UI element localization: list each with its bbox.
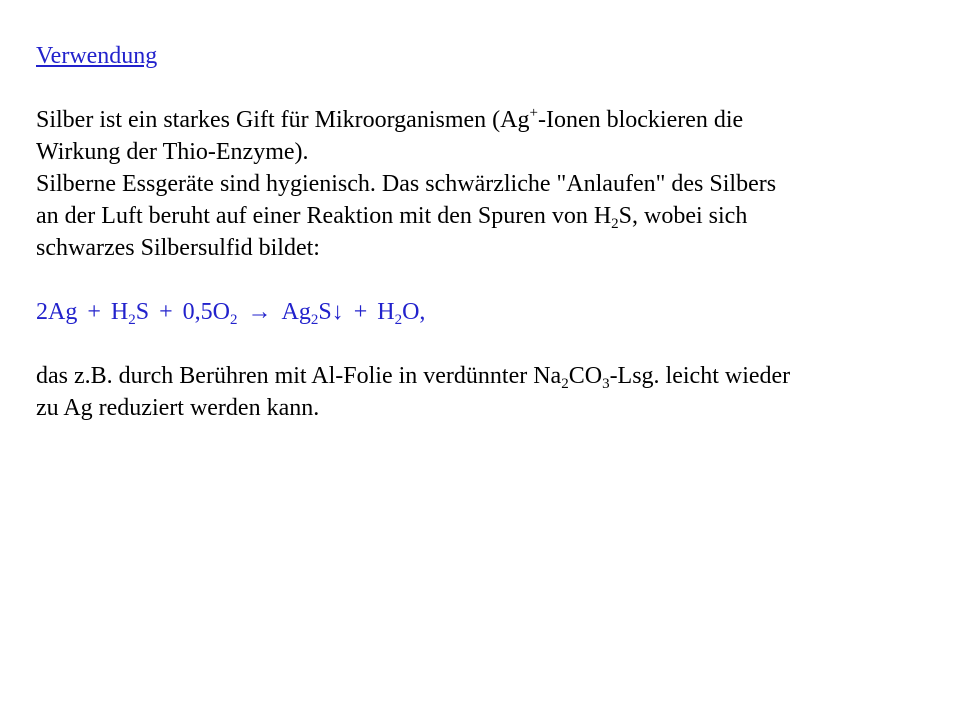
- text-fragment: CO: [568, 363, 603, 389]
- subscript: 2: [229, 312, 238, 328]
- subscript: 3: [602, 376, 610, 392]
- subscript: 2: [561, 376, 569, 392]
- text-fragment: -Lsg. leicht wieder: [609, 363, 791, 389]
- text-fragment: 0,5O: [182, 299, 230, 325]
- plus-sign: +: [87, 299, 101, 325]
- equation-term: [281, 299, 344, 328]
- plus-sign: +: [353, 299, 368, 325]
- superscript: +: [529, 105, 538, 121]
- equation-term: [110, 299, 150, 328]
- paragraph-line: [36, 200, 916, 232]
- equation-term: [377, 299, 426, 328]
- paragraph-silver-toxicity: [36, 104, 916, 168]
- text-fragment: -Ionen blockieren die: [537, 107, 744, 133]
- equation-term: 2Ag: [36, 299, 78, 325]
- subscript: 2: [310, 312, 319, 328]
- text-fragment: S↓: [318, 299, 344, 325]
- subscript: 2: [128, 312, 136, 328]
- paragraph-line: Wirkung der Thio-Enzyme).: [36, 139, 309, 165]
- equation-term: [182, 299, 238, 328]
- text-fragment: S: [135, 299, 150, 325]
- text-fragment: H: [110, 299, 129, 325]
- text-fragment: Silber ist ein starkes Gift für Mikroorganismen (Ag: [36, 107, 530, 133]
- reaction-equation: [36, 296, 916, 328]
- plus-sign: +: [159, 299, 173, 325]
- subscript: 2: [611, 216, 619, 232]
- paragraph-tarnishing: [36, 168, 916, 264]
- paragraph-line: schwarzes Silbersulfid bildet:: [36, 235, 320, 261]
- paragraph-line: Silberne Essgeräte sind hygienisch. Das schwärzliche "Anlaufen" des Silbers: [36, 171, 777, 197]
- paragraph-reduction: [36, 360, 916, 424]
- text-fragment: Ag: [281, 299, 311, 325]
- reaction-arrow-icon: →: [247, 299, 272, 325]
- paragraph-line: zu Ag reduziert werden kann.: [36, 395, 320, 421]
- text-fragment: das z.B. durch Berühren mit Al-Folie in verdünnter Na: [36, 363, 562, 389]
- heading-link[interactable]: Verwendung: [36, 43, 158, 69]
- text-fragment: an der Luft beruht auf einer Reaktion mit den Spuren von H: [36, 203, 612, 229]
- subscript: 2: [394, 312, 403, 328]
- text-fragment: H: [377, 299, 395, 325]
- paragraph-line: [36, 360, 916, 392]
- text-fragment: S, wobei sich: [618, 203, 748, 229]
- text-fragment: O,: [402, 299, 426, 325]
- paragraph-line: [36, 104, 916, 136]
